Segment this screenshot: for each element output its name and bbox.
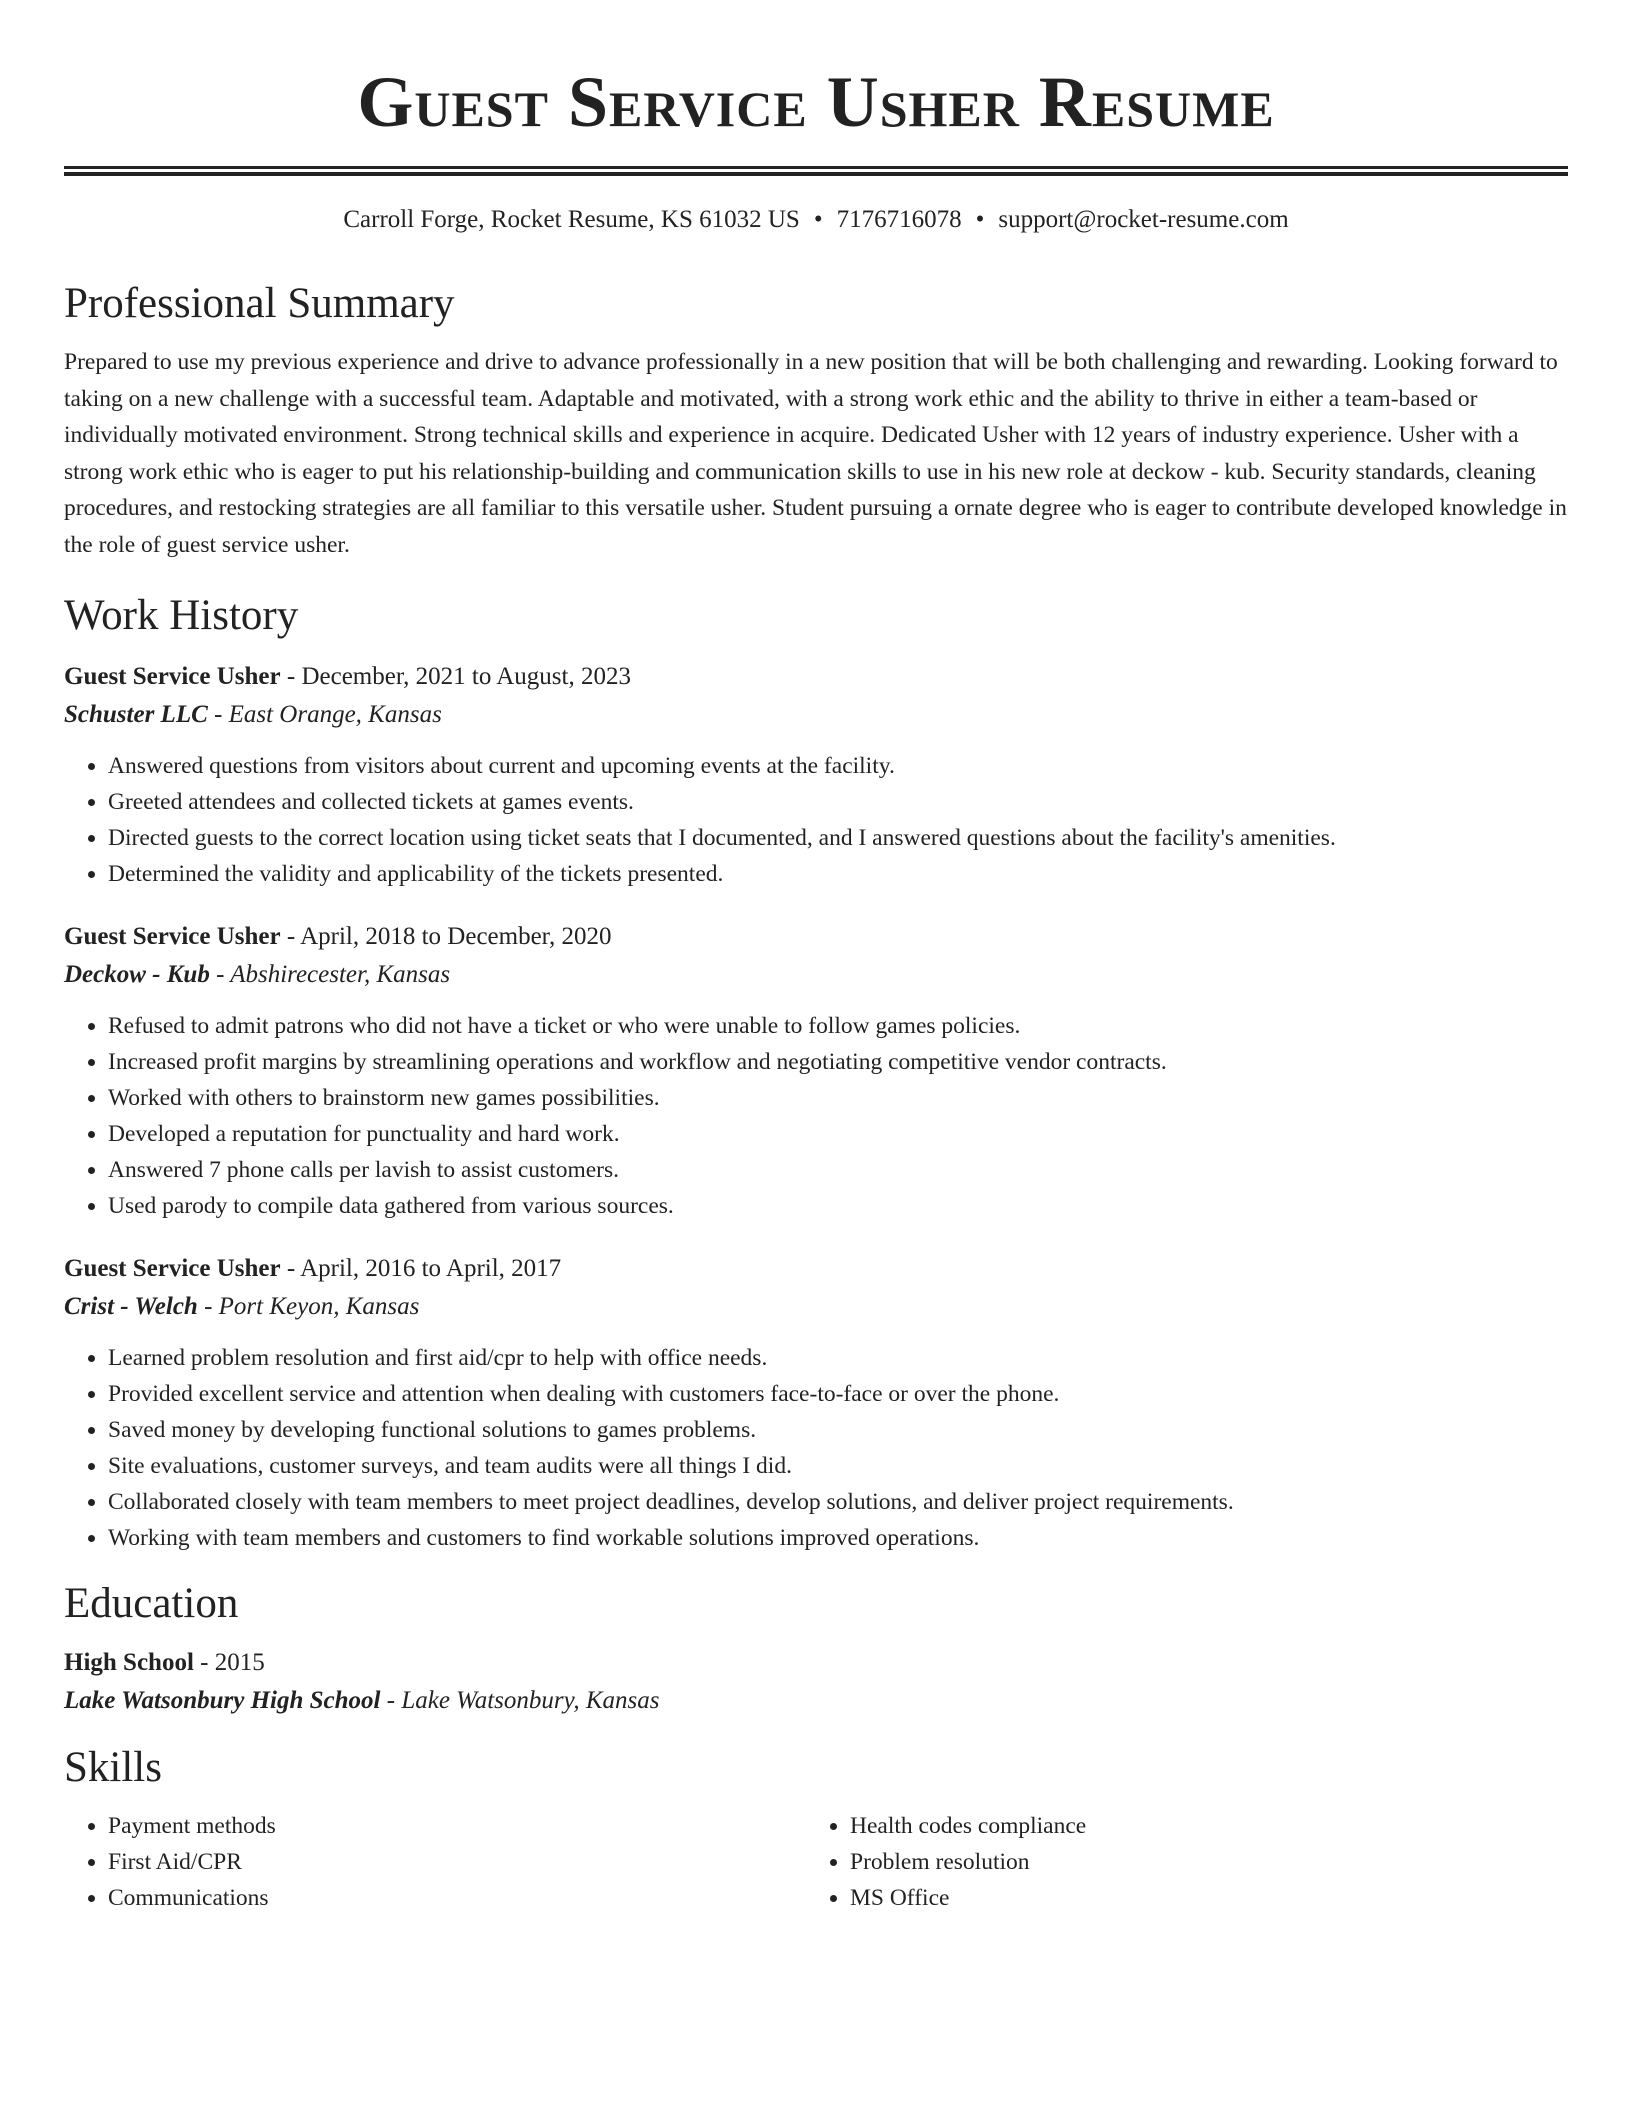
- contact-email: support@rocket-resume.com: [998, 206, 1289, 233]
- list-item: • Provided excellent service and attention when dealing with customers face-to-face or over the phone.: [108, 1376, 1568, 1412]
- job-company: Deckow - Kub: [64, 960, 210, 988]
- skills-heading: Skills: [64, 1743, 162, 1791]
- job-company: Schuster LLC: [64, 700, 208, 728]
- job-title-line: [64, 918, 1568, 956]
- list-item: • Used parody to compile data gathered from various sources.: [108, 1188, 1568, 1224]
- dash: -: [280, 1254, 301, 1282]
- job-company: Crist - Welch: [64, 1292, 198, 1320]
- list-item: • Answered 7 phone calls per lavish to assist customers.: [108, 1152, 1568, 1188]
- job-company-line: [64, 696, 1568, 734]
- education-degree: High School: [64, 1648, 194, 1676]
- resume-page: [64, 0, 1568, 1916]
- dash: -: [197, 1292, 219, 1320]
- contact-separator: •: [975, 206, 985, 233]
- job-entry: [64, 1250, 1568, 1556]
- dash: -: [209, 960, 231, 988]
- contact-separator: •: [813, 206, 823, 233]
- job-location: Port Keyon, Kansas: [218, 1292, 420, 1320]
- job-dates: April, 2018 to December, 2020: [300, 922, 612, 950]
- job-location: East Orange, Kansas: [228, 700, 442, 728]
- list-item: • Saved money by developing functional solutions to games problems.: [108, 1412, 1568, 1448]
- job-title-line: [64, 658, 1568, 696]
- list-item: • Directed guests to the correct location using ticket seats that I documented, and I answered questions about the facility's amenities.: [108, 820, 1568, 856]
- list-item: • Answered questions from visitors about current and upcoming events at the facility.: [108, 748, 1568, 784]
- list-item: • Site evaluations, customer surveys, and team audits were all things I did.: [108, 1448, 1568, 1484]
- education-school: Lake Watsonbury High School: [64, 1686, 381, 1714]
- job-title: Guest Service Usher: [64, 922, 281, 950]
- resume-title: Guest Service Usher Resume: [357, 62, 1275, 142]
- education-entry: [64, 1644, 1568, 1720]
- job-dates: April, 2016 to April, 2017: [300, 1254, 562, 1282]
- skill-item: • Problem resolution: [850, 1844, 1548, 1880]
- skill-item: • First Aid/CPR: [108, 1844, 806, 1880]
- list-item: • Working with team members and customers to find workable solutions improved operations.: [108, 1520, 1568, 1556]
- list-item: • Collaborated closely with team members to meet project deadlines, develop solutions, and deliver project requirements.: [108, 1484, 1568, 1520]
- skills-list: [64, 1808, 1568, 1916]
- job-title-line: [64, 1250, 1568, 1288]
- title-divider: [64, 166, 1568, 176]
- work-history-heading: Work History: [64, 591, 299, 639]
- list-item: • Increased profit margins by streamlining operations and workflow and negotiating competitive vendor contracts.: [108, 1044, 1568, 1080]
- list-item: • Determined the validity and applicability of the tickets presented.: [108, 856, 1568, 892]
- job-company-line: [64, 1288, 1568, 1326]
- list-item: • Greeted attendees and collected tickets at games events.: [108, 784, 1568, 820]
- dash: -: [280, 922, 301, 950]
- education-location: Lake Watsonbury, Kansas: [401, 1686, 660, 1714]
- summary-text: Prepared to use my previous experience and drive to advance professionally in a new position that will be both challenging and rewarding. Looking forward to taking on a new challenge with a successful team. Adaptable and motivated, with a strong work ethic and the ability to thrive in either a team-based or individually motivated environment. Strong technical skills and experience in acquire. Dedicated Usher with 12 years of industry experience. Usher with a strong work ethic who is eager to put his relationship-building and communication skills to use in his new role at deckow - kub. Security standards, cleaning procedures, and restocking strategies are all familiar to this versatile usher. Student pursuing a ornate degree who is eager to contribute developed knowledge in the role of guest service usher.: [64, 349, 1567, 558]
- dash: -: [193, 1648, 215, 1676]
- list-item: • Refused to admit patrons who did not have a ticket or who were unable to follow games policies.: [108, 1008, 1568, 1044]
- job-entry: [64, 658, 1568, 892]
- job-bullets: [64, 748, 1568, 892]
- job-bullets: [64, 1008, 1568, 1224]
- dash: -: [280, 662, 302, 690]
- job-dates: December, 2021 to August, 2023: [301, 662, 631, 690]
- job-title: Guest Service Usher: [64, 662, 281, 690]
- job-location: Abshirecester, Kansas: [230, 960, 451, 988]
- education-degree-line: [64, 1644, 1568, 1682]
- contact-address: Carroll Forge, Rocket Resume, KS 61032 US: [343, 206, 800, 233]
- skill-item: • Communications: [108, 1880, 806, 1916]
- job-bullets: [64, 1340, 1568, 1556]
- education-school-line: [64, 1682, 1568, 1720]
- skill-item: • Payment methods: [108, 1808, 806, 1844]
- job-company-line: [64, 956, 1568, 994]
- job-title: Guest Service Usher: [64, 1254, 281, 1282]
- dash: -: [207, 700, 229, 728]
- skills-column-left: [64, 1808, 806, 1916]
- job-entry: [64, 918, 1568, 1224]
- list-item: • Learned problem resolution and first aid/cpr to help with office needs.: [108, 1340, 1568, 1376]
- education-year: 2015: [214, 1648, 265, 1676]
- summary-heading: Professional Summary: [64, 280, 455, 327]
- skill-item: • Health codes compliance: [850, 1808, 1548, 1844]
- dash: -: [380, 1686, 402, 1714]
- contact-line: [64, 204, 1568, 236]
- list-item: • Developed a reputation for punctuality and hard work.: [108, 1116, 1568, 1152]
- list-item: • Worked with others to brainstorm new games possibilities.: [108, 1080, 1568, 1116]
- contact-phone: 7176716078: [836, 206, 962, 233]
- skill-item: • MS Office: [850, 1880, 1548, 1916]
- education-heading: Education: [64, 1579, 239, 1627]
- skills-column-right: [806, 1808, 1548, 1916]
